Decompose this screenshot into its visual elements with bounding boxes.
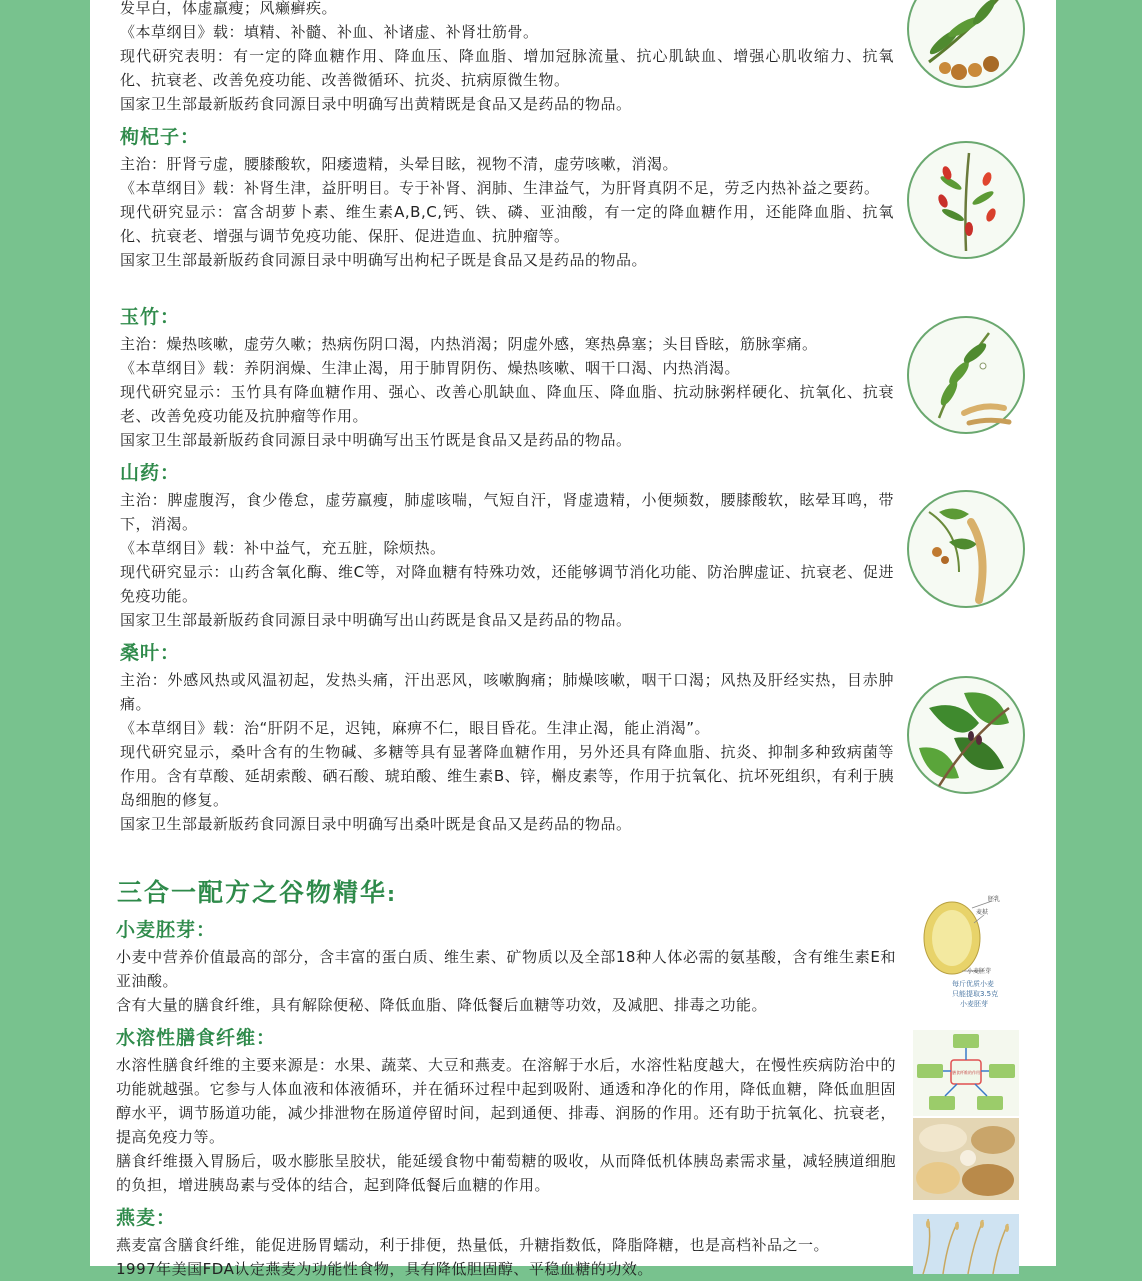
herb-line: 国家卫生部最新版药食同源目录中明确写出桑叶既是食品又是药品的物品。	[120, 815, 632, 833]
herb-line: 现代研究显示：玉竹具有降血糖作用、强心、改善心肌缺血、降血压、降血脂、抗动脉粥样硬化、抗氧化、抗衰老、改善免疫功能及抗肿瘤等作用。	[120, 383, 894, 425]
herb-title: 枸杞子：	[120, 126, 201, 148]
herb-line: 主治：燥热咳嗽，虚劳久嗽；热病伤阴口渴，内热消渴；阴虚外感，寒热鼻塞；头目昏眩，筋脉挛痛。	[120, 335, 818, 353]
herb-line: 国家卫生部最新版药食同源目录中明确写出山药既是食品又是药品的物品。	[120, 611, 632, 629]
huangjing-image	[907, 0, 1025, 88]
section-title-colon: :	[387, 882, 398, 906]
section-title	[117, 873, 397, 909]
wheat-caption-3: 小麦胚芽	[960, 1000, 988, 1008]
herb-line: 《本草纲目》载：补中益气，充五脏，除烦热。	[120, 539, 446, 557]
grain-food-photo	[913, 1118, 1019, 1200]
herb-gouqizi	[120, 124, 894, 272]
wheat-label-top: 胚乳	[988, 896, 1001, 903]
grain-soluble-fiber	[116, 1025, 896, 1197]
herb-huangjing	[120, 0, 894, 116]
wheat-label-mid: 麦麸	[976, 909, 989, 916]
herb-line: 国家卫生部最新版药食同源目录中明确写出枸杞子既是食品又是药品的物品。	[120, 251, 648, 269]
yuzhu-image	[907, 316, 1025, 434]
grain-line: 小麦中营养价值最高的部分，含丰富的蛋白质、维生素、矿物质以及全部18种人体必需的氨基酸，含有维生素E和亚油酸。	[116, 948, 896, 990]
herb-line: 国家卫生部最新版药食同源目录中明确写出黄精既是食品又是药品的物品。	[120, 95, 632, 113]
wheat-germ-diagram	[912, 893, 1012, 1008]
content-panel	[90, 0, 1056, 1278]
grain-title: 水溶性膳食纤维：	[116, 1027, 277, 1049]
herb-line: 《本草纲目》载：填精、补髓、补血、补诸虚、补肾壮筋骨。	[120, 23, 539, 41]
grain-title: 燕麦：	[116, 1207, 177, 1229]
wheat-caption-1: 每斤优质小麦	[952, 980, 994, 988]
herb-line: 现代研究显示：富含胡萝卜素、维生素A,B,C,钙、铁、磷、亚油酸，有一定的降血糖作用，还能降血脂、抗氧化、抗衰老、增强与调节免疫功能、保肝、促进造血、抗肿瘤等。	[120, 203, 894, 245]
grain-line: 膳食纤维摄入胃肠后，吸水膨胀呈胶状，能延缓食物中葡萄糖的吸收，从而降低机体胰岛素需求量，减轻胰道细胞的负担，增进胰岛素与受体的结合，起到降低餐后血糖的作用。	[116, 1152, 896, 1194]
herb-line: 《本草纲目》载：养阴润燥、生津止渴，用于肺胃阴伤、燥热咳嗽、咽干口渴、内热消渴。	[120, 359, 741, 377]
herb-line: 现代研究显示：山药含氧化酶、维C等，对降血糖有特殊功效，还能够调节消化功能、防治脾虚证、抗衰老、促进免疫功能。	[120, 563, 894, 605]
herb-line: 主治：脾虚腹泻，食少倦怠，虚劳羸瘦，肺虚咳喘，气短自汗，肾虚遗精，小便频数，腰膝酸软，眩晕耳鸣，带下，消渴。	[120, 491, 894, 533]
herb-line: 国家卫生部最新版药食同源目录中明确写出玉竹既是食品又是药品的物品。	[120, 431, 632, 449]
herb-sangye	[120, 640, 894, 836]
fiber-center-label: 膳食纤维的作用	[952, 1070, 980, 1075]
section-title-text: 三合一配方之谷物精华	[117, 878, 388, 907]
wheat-label-germ: 小麦胚芽	[967, 968, 992, 975]
herb-title: 玉竹：	[120, 306, 181, 328]
grain-oats	[116, 1205, 896, 1281]
wheat-caption-2: 只能提取3.5克	[952, 990, 999, 998]
herb-line: 主治：外感风热或风温初起，发热头痛，汗出恶风，咳嗽胸痛；肺燥咳嗽，咽干口渴；风热及肝经实热，目赤肿痛。	[120, 671, 894, 713]
grain-line: 燕麦富含膳食纤维，能促进肠胃蠕动，利于排便，热量低，升糖指数低，降脂降糖，也是高档补品之一。	[116, 1236, 830, 1254]
shanyao-image	[907, 490, 1025, 608]
sangye-image	[907, 676, 1025, 794]
grain-wheat-germ	[116, 917, 896, 1017]
herb-line: 现代研究显示，桑叶含有的生物碱、多糖等具有显著降血糖作用，另外还具有降血脂、抗炎、抑制多种致病菌等作用。含有草酸、延胡索酸、硒石酸、琥珀酸、维生素B、锌，槲皮素等，作用于抗氧化、抗坏死组织，有利于胰岛细胞的修复。	[120, 743, 894, 809]
fiber-diagram	[913, 1030, 1019, 1116]
grain-line: 含有大量的膳食纤维，具有解除便秘、降低血脂、降低餐后血糖等功效，及减肥、排毒之功能。	[116, 996, 768, 1014]
herb-line: 现代研究表明：有一定的降血糖作用、降血压、降血脂、增加冠脉流量、抗心肌缺血、增强心肌收缩力、抗氧化、抗衰老、改善免疫功能、改善微循环、抗炎、抗病原微生物。	[120, 47, 894, 89]
gouqizi-image	[907, 141, 1025, 259]
grain-line: 1997年美国FDA认定燕麦为功能性食物，具有降低胆固醇、平稳血糖的功效。	[116, 1260, 653, 1278]
grain-title: 小麦胚芽：	[116, 919, 217, 941]
herb-shanyao	[120, 460, 894, 632]
oats-photo	[913, 1214, 1019, 1274]
herb-title: 山药：	[120, 462, 181, 484]
herb-line: 《本草纲目》载：治“肝阴不足，迟钝，麻痹不仁，眼目昏花。生津止渴，能止消渴”。	[120, 719, 711, 737]
herb-line: 《本草纲目》载：补肾生津，益肝明目。专于补肾、润肺、生津益气，为肝肾真阴不足，劳乏内热补益之要药。	[120, 179, 880, 197]
herb-yuzhu	[120, 304, 894, 452]
herb-line: 发早白，体虚羸瘦；风癞癣疾。	[120, 0, 338, 17]
herb-line: 主治：肝肾亏虚，腰膝酸软，阳痿遗精，头晕目眩，视物不清，虚劳咳嗽，消渴。	[120, 155, 679, 173]
herb-title: 桑叶：	[120, 642, 181, 664]
grain-line: 水溶性膳食纤维的主要来源是：水果、蔬菜、大豆和燕麦。在溶解于水后，水溶性粘度越大，在慢性疾病防治中的功能就越强。它参与人体血液和体液循环，并在循环过程中起到吸附、通透和净化的作用，降低血糖，降低血胆固醇水平，调节肠道功能，减少排泄物在肠道停留时间，起到通便、排毒、润肠的作用。还有助于抗氧化、抗衰老，提高免疫力等。	[116, 1056, 896, 1146]
